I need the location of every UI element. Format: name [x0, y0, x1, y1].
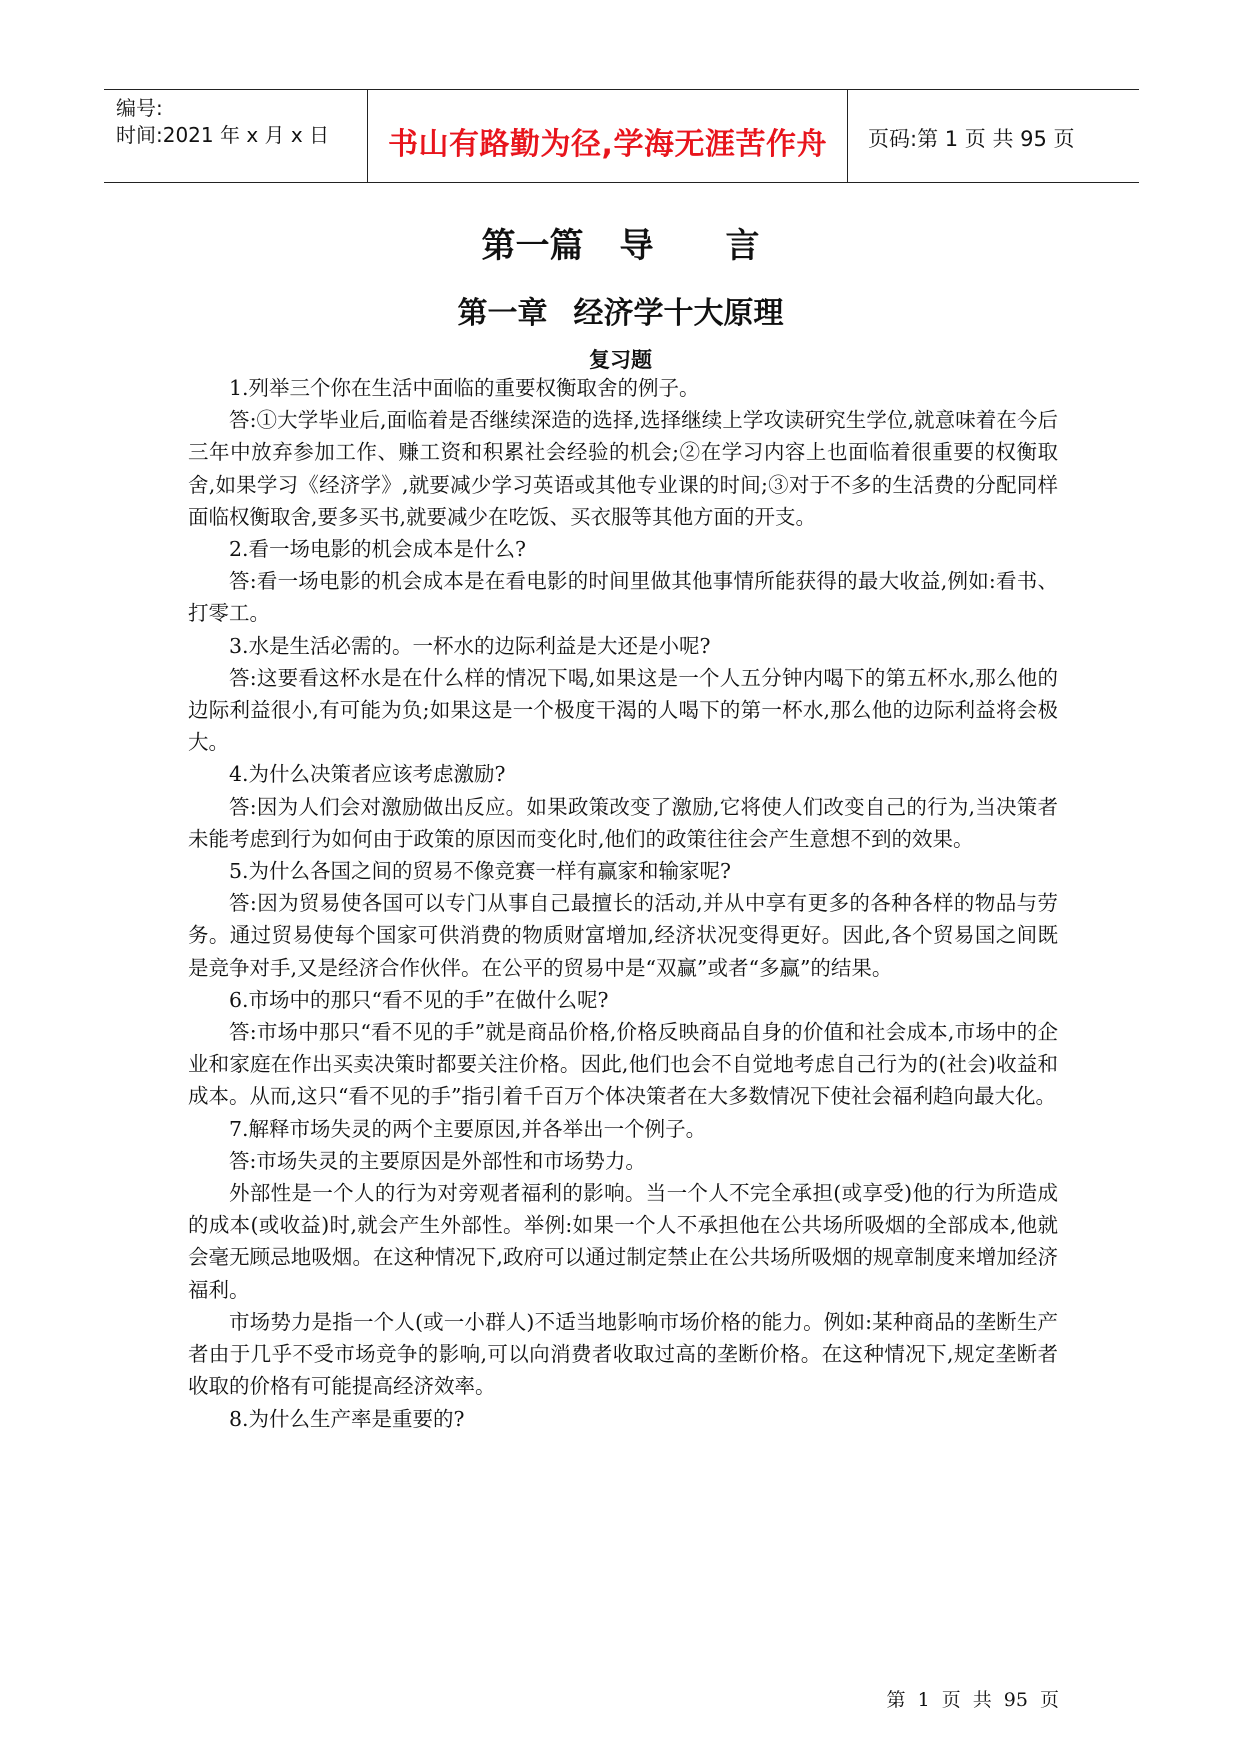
number-label: 编号: [116, 96, 163, 120]
footer-page-label: 第 1 页 共 95 页 [886, 1689, 1059, 1711]
paragraph: 答:市场中那只“看不见的手”就是商品价格,价格反映商品自身的价值和社会成本,市场中的企业和家庭在作出买卖决策时都要关注价格。因此,他们也会不自觉地考虑自己行为的(社会)收益和成本。从而,这只“看不见的手”指引着千百万个体决策者在大多数情况下使社会福利趋向最大化。 [188, 1020, 1058, 1109]
chapter-title-a: 第一章 [457, 296, 548, 331]
part-title-c: 言 [725, 226, 760, 266]
header-table [104, 89, 1139, 183]
body-text [188, 372, 1058, 1435]
paragraph: 2.看一场电影的机会成本是什么? [229, 537, 527, 562]
chapter-title [0, 288, 1241, 332]
paragraph: 答:因为贸易使各国可以专门从事自己最擅长的活动,并从中享有更多的各种各样的物品与劳务。通过贸易使每个国家可供消费的物质财富增加,经济状况变得更好。因此,各个贸易国之间既是竞争对手,又是经济合作伙伴。在公平的贸易中是“双赢”或者“多赢”的结果。 [188, 891, 1058, 980]
section-title: 复习题 [589, 348, 652, 372]
paragraph: 5.为什么各国之间的贸易不像竞赛一样有赢家和输家呢? [229, 859, 732, 884]
paragraph: 答:因为人们会对激励做出反应。如果政策改变了激励,它将使人们改变自己的行为,当决策者未能考虑到行为如何由于政策的原因而变化时,他们的政策往往会产生意想不到的效果。 [188, 794, 1058, 851]
part-title-b: 导 [619, 226, 654, 266]
paragraph: 市场势力是指一个人(或一小群人)不适当地影响市场价格的能力。例如:某种商品的垄断生产者由于几乎不受市场竞争的影响,可以向消费者收取过高的垄断价格。在这种情况下,规定垄断者收取的价格有可能提高经济效率。 [188, 1309, 1058, 1399]
header-page-cell [848, 90, 1139, 182]
paragraph: 外部性是一个人的行为对旁观者福利的影响。当一个人不完全承担(或享受)他的行为所造成的成本(或收益)时,就会产生外部性。举例:如果一个人不承担他在公共场所吸烟的全部成本,他就会毫无顾忌地吸烟。在这种情况下,政府可以通过制定禁止在公共场所吸烟的规章制度来增加经济福利。 [188, 1181, 1058, 1302]
paragraph: 答:市场失灵的主要原因是外部性和市场势力。 [229, 1148, 646, 1173]
paragraph: 3.水是生活必需的。一杯水的边际利益是大还是小呢? [229, 633, 711, 658]
header-info-cell [104, 90, 366, 182]
part-title [0, 218, 1241, 267]
paragraph: 7.解释市场失灵的两个主要原因,并各举出一个例子。 [229, 1116, 707, 1141]
chapter-title-b: 经济学十大原理 [573, 296, 784, 331]
time-label: 时间:2021 年 x 月 x 日 [116, 123, 330, 147]
header-page-label: 页码:第 1 页 共 95 页 [868, 127, 1075, 151]
paragraph: 4.为什么决策者应该考虑激励? [229, 762, 506, 787]
paragraph: 答:这要看这杯水是在什么样的情况下喝,如果这是一个人五分钟内喝下的第五杯水,那么他的边际利益很小,有可能为负;如果这是一个极度干渴的人喝下的第一杯水,那么他的边际利益将会极大。 [188, 665, 1058, 755]
paragraph: 答:①大学毕业后,面临着是否继续深造的选择,选择继续上学攻读研究生学位,就意味着在今后三年中放弃参加工作、赚工资和积累社会经验的机会;②在学习内容上也面临着很重要的权衡取舍,如果学习《经济学》,就要减少学习英语或其他专业课的时间;③对于不多的生活费的分配同样面临权衡取舍,要多买书,就要减少在吃饭、买衣服等其他方面的开支。 [188, 408, 1058, 529]
part-title-a: 第一篇 [481, 226, 584, 266]
paragraph: 答:看一场电影的机会成本是在看电影的时间里做其他事情所能获得的最大收益,例如:看书、打零工。 [188, 569, 1058, 626]
paragraph: 6.市场中的那只“看不见的手”在做什么呢? [229, 987, 609, 1012]
paragraph: 1.列举三个你在生活中面临的重要权衡取舍的例子。 [229, 376, 700, 400]
motto-text: 书山有路勤为径,学海无涯苦作舟 [388, 127, 827, 162]
paragraph: 8.为什么生产率是重要的? [229, 1406, 465, 1431]
header-motto-cell [367, 90, 848, 182]
